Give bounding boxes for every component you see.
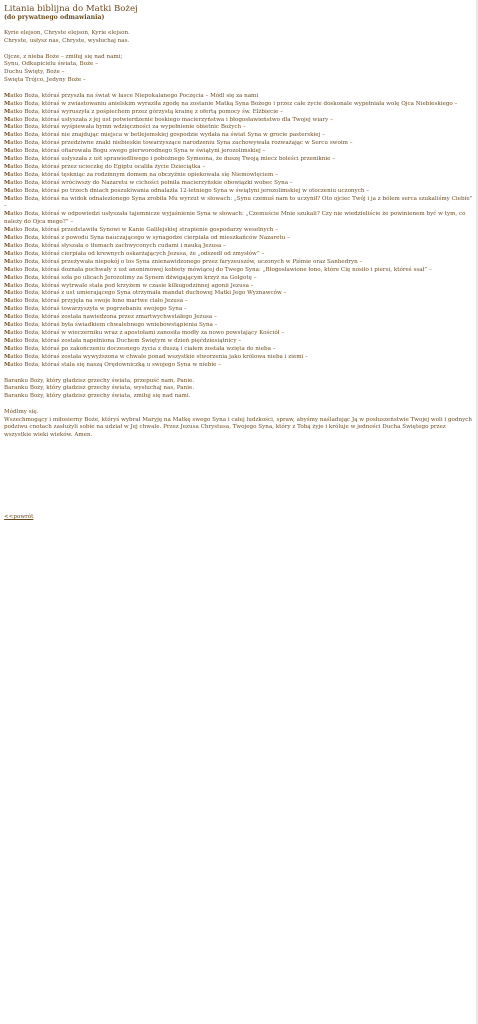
litany-item-text: atko Boża, któraś wytrwale stała pod krzyżem w czasie kilkugodzinnej agonii Jezusa – bbox=[10, 282, 254, 289]
litany-item-initial: M bbox=[4, 140, 11, 147]
litany-item-initial: M bbox=[4, 132, 11, 139]
litany-item bbox=[4, 109, 474, 117]
litany-item-text: atko Boża, któraś po trzech dniach poszukiwania odnalazła 12-letniego Syna w świątyni jerozolimskiej w otoczeniu uczonych – bbox=[10, 187, 370, 194]
litany-item-initial: M bbox=[4, 250, 11, 257]
litany-item-initial: M bbox=[4, 314, 11, 321]
opening-line: Kyrie elejson, Chryste elejson, Kyrie elejson. bbox=[4, 30, 130, 36]
litany-item-text: atko Boża, któraś w wieczerniku wraz z apostołami zanosiła modły za nowo powstający Kościół – bbox=[10, 329, 285, 336]
invocation-line: Synu, Odkupicielu świata, Boże – bbox=[4, 61, 98, 68]
litany-item bbox=[4, 306, 474, 314]
litany-item bbox=[4, 156, 474, 164]
litany-item-initial: M bbox=[4, 290, 11, 297]
litany-item-initial: M bbox=[4, 179, 11, 186]
litany-item bbox=[4, 251, 474, 259]
litany-item-text: atko Boża, któraś usłyszała z jej ust potwierdzenie boskiego macierzyństwa i błogosławieństwo dla Twojej wiary – bbox=[10, 116, 333, 123]
litany-item-initial: M bbox=[4, 266, 11, 273]
litany-item-text: atko Boża, któraś doznała pochwały z ust anonimowej kobiety mówiącej do Twego Syna: „Błogosławione łono, które Cię nosiło i piersi, któreś ssał” – bbox=[10, 266, 432, 273]
litany-item-text: atko Boża, któraś stała się naszą Orędowniczką u swojego Syna w niebie – bbox=[10, 361, 221, 368]
litany-item bbox=[4, 101, 474, 109]
closing-prayer-block bbox=[4, 409, 474, 440]
litany-item bbox=[4, 93, 474, 101]
prayer-text: Wszechmogący i miłosierny Boże, któryś wybrał Maryję na Matkę swego Syna i całej ludzkości, spraw, abyśmy naśladując Ją w posłuszeństwie Twojej woli i godnych podziwu cnotach zasłużyli sobie na udział w Jej chwale. Przez Jezusa Chrystusa, Twojego Syna, który z Tobą żyje i króluje w jedności Ducha Świętego przez wszystkie wieki wieków. Amen. bbox=[4, 416, 472, 439]
litany-item-text: atko Boża, któraś z powodu Syna nauczającego w synagodze cierpiała od mieszkańców Nazaretu – bbox=[10, 235, 290, 242]
litany-item bbox=[4, 314, 474, 322]
litany-list bbox=[4, 93, 474, 370]
litany-item-initial: M bbox=[4, 329, 11, 336]
litany-item-text: atko Boża, któraś przedziwne znaki niebieskie towarzyszące narodzeniu Syna zachowywała rozważając w Sercu swoim – bbox=[10, 140, 353, 147]
back-link[interactable]: <<powrót bbox=[4, 514, 34, 520]
litany-item-initial: M bbox=[4, 156, 11, 163]
litany-item-text: atko Boża, któraś wróciwszy do Nazaretu w cichości pełniła macierzyńskie obowiązki wobec Syna – bbox=[10, 179, 293, 186]
opening-line: Chryste, usłysz nas, Chryste, wysłuchaj nas. bbox=[4, 37, 130, 44]
litany-item bbox=[4, 140, 474, 148]
litany-item bbox=[4, 330, 474, 338]
litany-item-initial: M bbox=[4, 92, 11, 99]
litany-item-text: atko Boża, któraś tęskniąc za rodzinnym domem na obczyźnie opiekowała się Niemowlęciem – bbox=[10, 171, 278, 178]
litany-item bbox=[4, 275, 474, 283]
litany-item bbox=[4, 196, 474, 212]
litany-item-initial: M bbox=[4, 227, 11, 234]
prayer-call: Módlmy się. bbox=[4, 408, 39, 415]
litany-item-initial: M bbox=[4, 116, 11, 123]
litany-item-text: atko Boża, któraś została wywyższona w chwale ponad wszystkie stworzenia jako królowa nieba i ziemi – bbox=[10, 353, 308, 360]
litany-item-initial: M bbox=[4, 108, 11, 115]
litany-item-text: atko Boża, któraś na widok odnalezionego Syna zrobiła Mu wyrzut w słowach: „Synu czemuś nam to uczynił? Oto ojciec Twój i ja z bólem serca szukaliśmy Ciebie” – bbox=[4, 195, 473, 210]
page-title: Litania biblijna do Matki Bożej bbox=[4, 4, 138, 14]
litany-item-text: atko Boża, któraś była świadkiem chwalebnego wniebowstąpienia Syna – bbox=[10, 322, 218, 329]
litany-item bbox=[4, 362, 474, 370]
invocation-line: Święta Trójco, Jedyny Boże – bbox=[4, 76, 86, 83]
litany-item bbox=[4, 235, 474, 243]
litany-item-initial: M bbox=[4, 235, 11, 242]
invocations-block bbox=[4, 54, 474, 85]
litany-item-text: atko Boża, któraś po zakończeniu doczesnego życia z duszą i ciałem została wzięta do nieba – bbox=[10, 345, 276, 352]
litany-item bbox=[4, 322, 474, 330]
litany-item bbox=[4, 346, 474, 354]
litany-item bbox=[4, 164, 474, 172]
litany-item-initial: M bbox=[4, 298, 11, 305]
agnus-line: Baranku Boży, który gładzisz grzechy świata, wysłuchaj nas, Panie. bbox=[4, 385, 195, 392]
litany-item-text: atko Boża, któraś została nawiedzona przez zmartwychwstałego Jezusa – bbox=[10, 314, 217, 321]
litany-item-text: atko Boża, któraś przyjęła na swoje łono martwe ciało Jezusa – bbox=[10, 298, 188, 305]
litany-item bbox=[4, 259, 474, 267]
litany-item-text: atko Boża, któraś wyruszyła z pośpiechem przez górzystą krainę z ofertą pomocy św. Elżbiecie – bbox=[10, 108, 283, 115]
litany-item-text: atko Boża, któraś słyszała o tłumach zachwyconych cudami i nauką Jezusa – bbox=[10, 243, 226, 249]
litany-item-text: atko Boża, któraś z ust umierającego Syna otrzymała mandat duchowej Matki Jego Wyznawców – bbox=[10, 290, 287, 297]
litany-item-text: atko Boża, któraś szła po ulicach Jerozolimy za Synem dźwigającym krzyż na Golgotę – bbox=[10, 274, 257, 281]
litany-item-text: atko Boża, któraś nie znajdując miejsca w betlejemskiej gospodzie wydała na świat Syna w grocie pasterskiej – bbox=[10, 132, 325, 139]
litany-item-initial: M bbox=[4, 148, 11, 155]
litany-item-initial: M bbox=[4, 345, 11, 352]
litany-item-text: atko Boża, któraś ofiarowała Bogu swego pierworodnego Syna w świątyni jerozolimskiej – bbox=[10, 148, 266, 155]
agnus-line: Baranku Boży, który gładzisz grzechy świata, przepuść nam, Panie. bbox=[4, 377, 195, 384]
litany-item bbox=[4, 211, 474, 227]
litany-item-initial: M bbox=[4, 100, 11, 107]
litany-item-initial: M bbox=[4, 282, 11, 289]
litany-item-text: atko Boża, któraś w zwiastowaniu anielskim wyraziła zgodę na zostanie Matką Syna Bożego i przez całe życie doskonale wypełniała wolę Ojca Niebieskiego – bbox=[10, 100, 458, 107]
litany-item-text: atko Boża, któraś w odpowiedzi usłyszała tajemnicze wyjaśnienie Syna w słowach: „Czemuście Mnie szukali? Czy nie wiedzieliście że powinienem być w tym, co należy do Ojca mego?” – bbox=[4, 211, 466, 226]
litany-item-initial: M bbox=[4, 306, 11, 313]
litany-item bbox=[4, 354, 474, 362]
litany-item-initial: M bbox=[4, 361, 11, 368]
litany-item-initial: M bbox=[4, 274, 11, 281]
litany-item-text: atko Boża, któraś przez ucieczkę do Egiptu ocaliła życie Dzieciątka – bbox=[10, 163, 206, 170]
litany-item-initial: M bbox=[4, 124, 11, 131]
litany-item bbox=[4, 267, 474, 275]
litany-item bbox=[4, 172, 474, 180]
litany-item bbox=[4, 243, 474, 251]
litany-item-initial: M bbox=[4, 187, 11, 194]
litany-item-initial: M bbox=[4, 163, 11, 170]
litany-item-initial: M bbox=[4, 195, 11, 202]
litany-item-initial: M bbox=[4, 258, 11, 265]
litany-item-initial: M bbox=[4, 243, 11, 249]
litany-item bbox=[4, 148, 474, 156]
litany-item-text: atko Boża, któraś cierpiała od krewnych oskarżających Jezusa, że „odszedł od zmysłów” – bbox=[10, 250, 265, 257]
litany-item-initial: M bbox=[4, 337, 11, 344]
invocation-line: Duchu Święty, Boże – bbox=[4, 69, 65, 76]
litany-item bbox=[4, 227, 474, 235]
litany-item-text: atko Boża, któraś została napełniona Duchem Świętym w dzień pięćdziesiątnicy – bbox=[10, 337, 242, 344]
agnus-line: Baranku Boży, który gładzisz grzechy świata, zmiłuj się nad nami. bbox=[4, 393, 191, 400]
opening-block bbox=[4, 30, 474, 46]
page-content bbox=[0, 0, 478, 440]
litany-item-text: atko Boża, któraś przedstawiła Synowi w Kanie Galilejskiej strapienie gospodarzy weselnych – bbox=[10, 227, 278, 234]
litany-item-initial: M bbox=[4, 171, 11, 178]
litany-item-text: atko Boża, któraś przeżywała niepokój o los Syna znienawidzonego przez faryzeuszów, uczonych w Piśmie oraz Sanhedryn – bbox=[10, 258, 363, 265]
litany-item-text: atko Boża, któraś wyśpiewała hymn wdzięczności za wypełnienie obietnic Bożych – bbox=[10, 124, 246, 131]
page-subtitle: (do prywatnego odmawiania) bbox=[4, 14, 105, 21]
litany-item-text: atko Boża, któraś przyszła na świat w łasce Niepokalanego Poczęcia – Módl się za nami bbox=[10, 92, 259, 99]
litany-item bbox=[4, 180, 474, 188]
litany-item-initial: M bbox=[4, 322, 11, 329]
invocation-line: Ojcze, z nieba Boże – zmiłuj się nad nami; bbox=[4, 53, 123, 60]
litany-item bbox=[4, 188, 474, 196]
agnus-block bbox=[4, 378, 474, 401]
litany-item bbox=[4, 338, 474, 346]
litany-item-text: atko Boża, któraś usłyszała z ust sprawiedliwego i pobożnego Symeona, że duszę Twoją miecz boleści przeniknie – bbox=[10, 156, 336, 163]
litany-item-initial: M bbox=[4, 211, 11, 218]
litany-item-initial: M bbox=[4, 353, 11, 360]
litany-item-text: atko Boża, któraś towarzyszyła w pogrzebaniu swojego Syna – bbox=[10, 306, 187, 313]
